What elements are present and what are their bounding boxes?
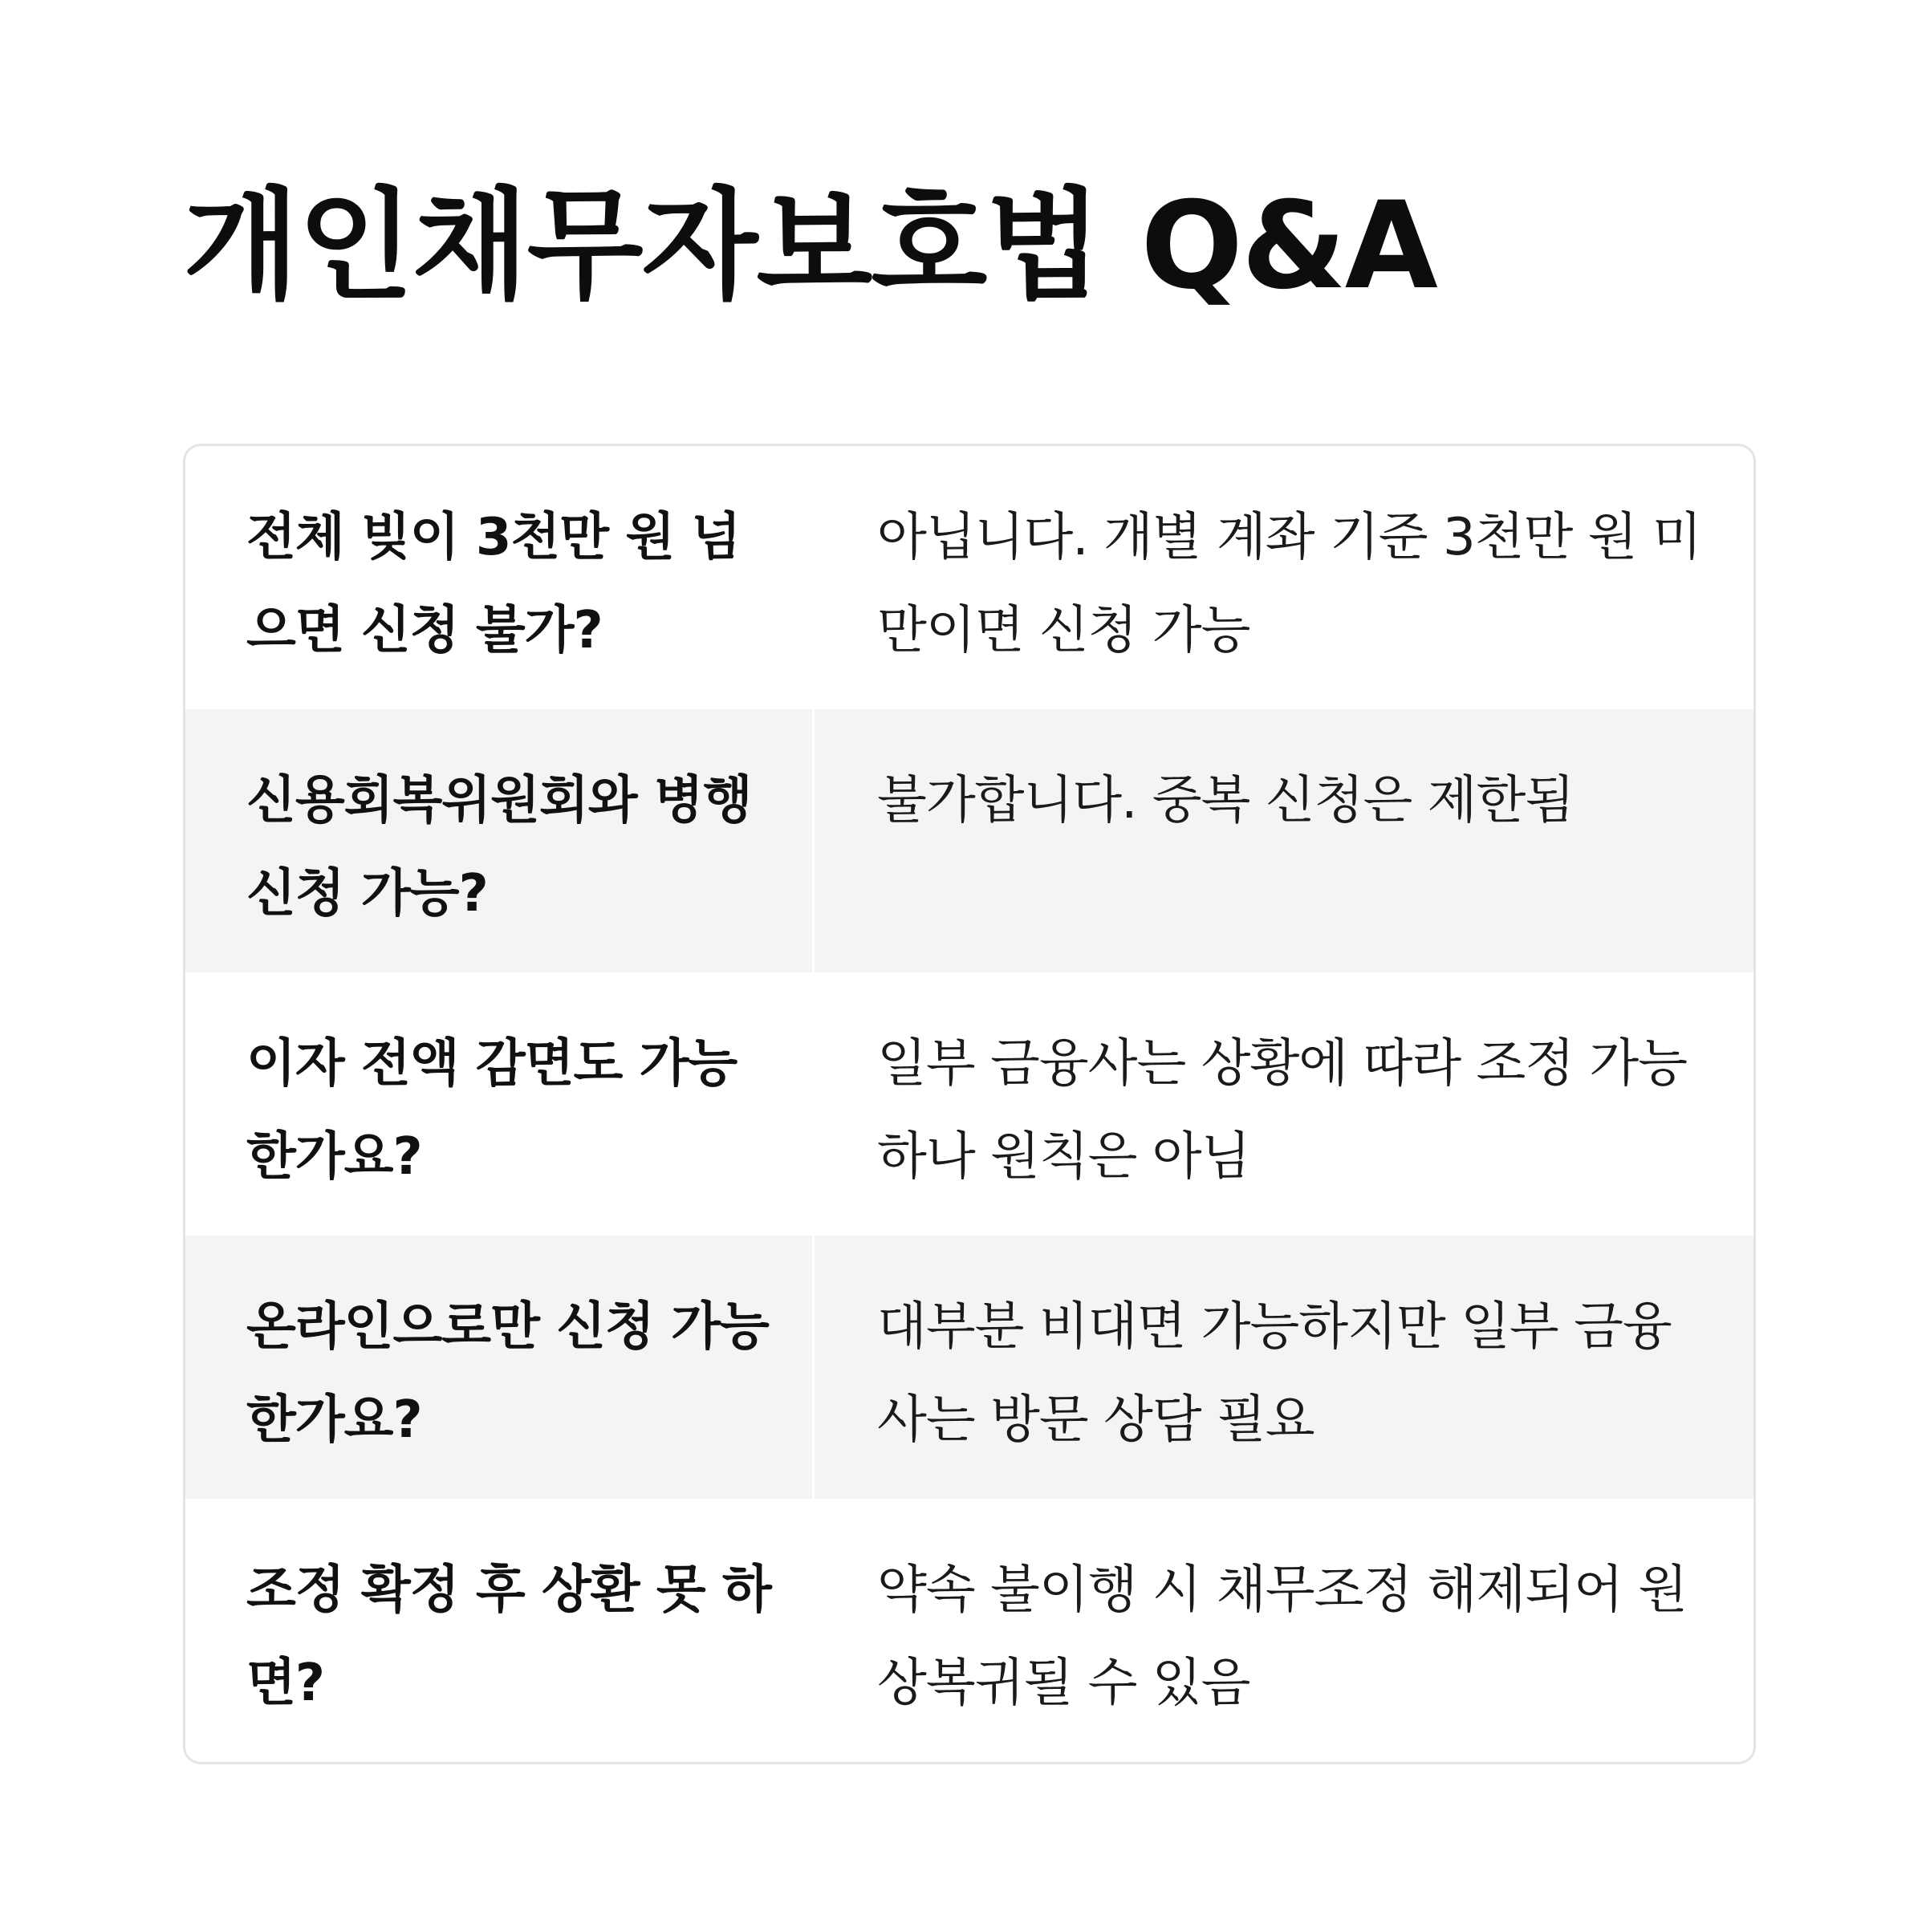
page-title: 개인채무자보호법 Q&A bbox=[183, 177, 1436, 316]
qa-answer: 일부 금융사는 상황에 따라 조정 가능하나 원칙은 아님 bbox=[877, 1034, 1688, 1187]
qa-table bbox=[183, 444, 1756, 1764]
qa-question: 전체 빚이 3천만 원 넘으면 신청 불가? bbox=[246, 508, 741, 660]
qa-answer: 불가합니다. 중복 신청은 제한됨 bbox=[877, 771, 1575, 830]
qa-answer: 대부분 비대면 가능하지만 일부 금융사는 방문 상담 필요 bbox=[877, 1297, 1672, 1450]
qa-row bbox=[185, 972, 1753, 1236]
qa-row bbox=[185, 1236, 1753, 1499]
qa-row bbox=[185, 709, 1753, 972]
qa-question: 이자 전액 감면도 가능한가요? bbox=[246, 1034, 737, 1187]
qa-question: 조정 확정 후 상환 못 하면? bbox=[246, 1561, 771, 1713]
qa-question: 신용회복위원회와 병행 신청 가능? bbox=[185, 709, 815, 972]
qa-row bbox=[185, 1499, 1753, 1762]
qa-answer: 아닙니다. 개별 계좌 기준 3천만 원 미만이면 신청 가능 bbox=[877, 508, 1701, 660]
qa-question: 온라인으로만 신청 가능한가요? bbox=[185, 1236, 815, 1499]
qa-answer: 약속 불이행 시 채무조정 해제되어 원상복귀될 수 있음 bbox=[877, 1561, 1688, 1713]
qa-row bbox=[185, 446, 1753, 709]
